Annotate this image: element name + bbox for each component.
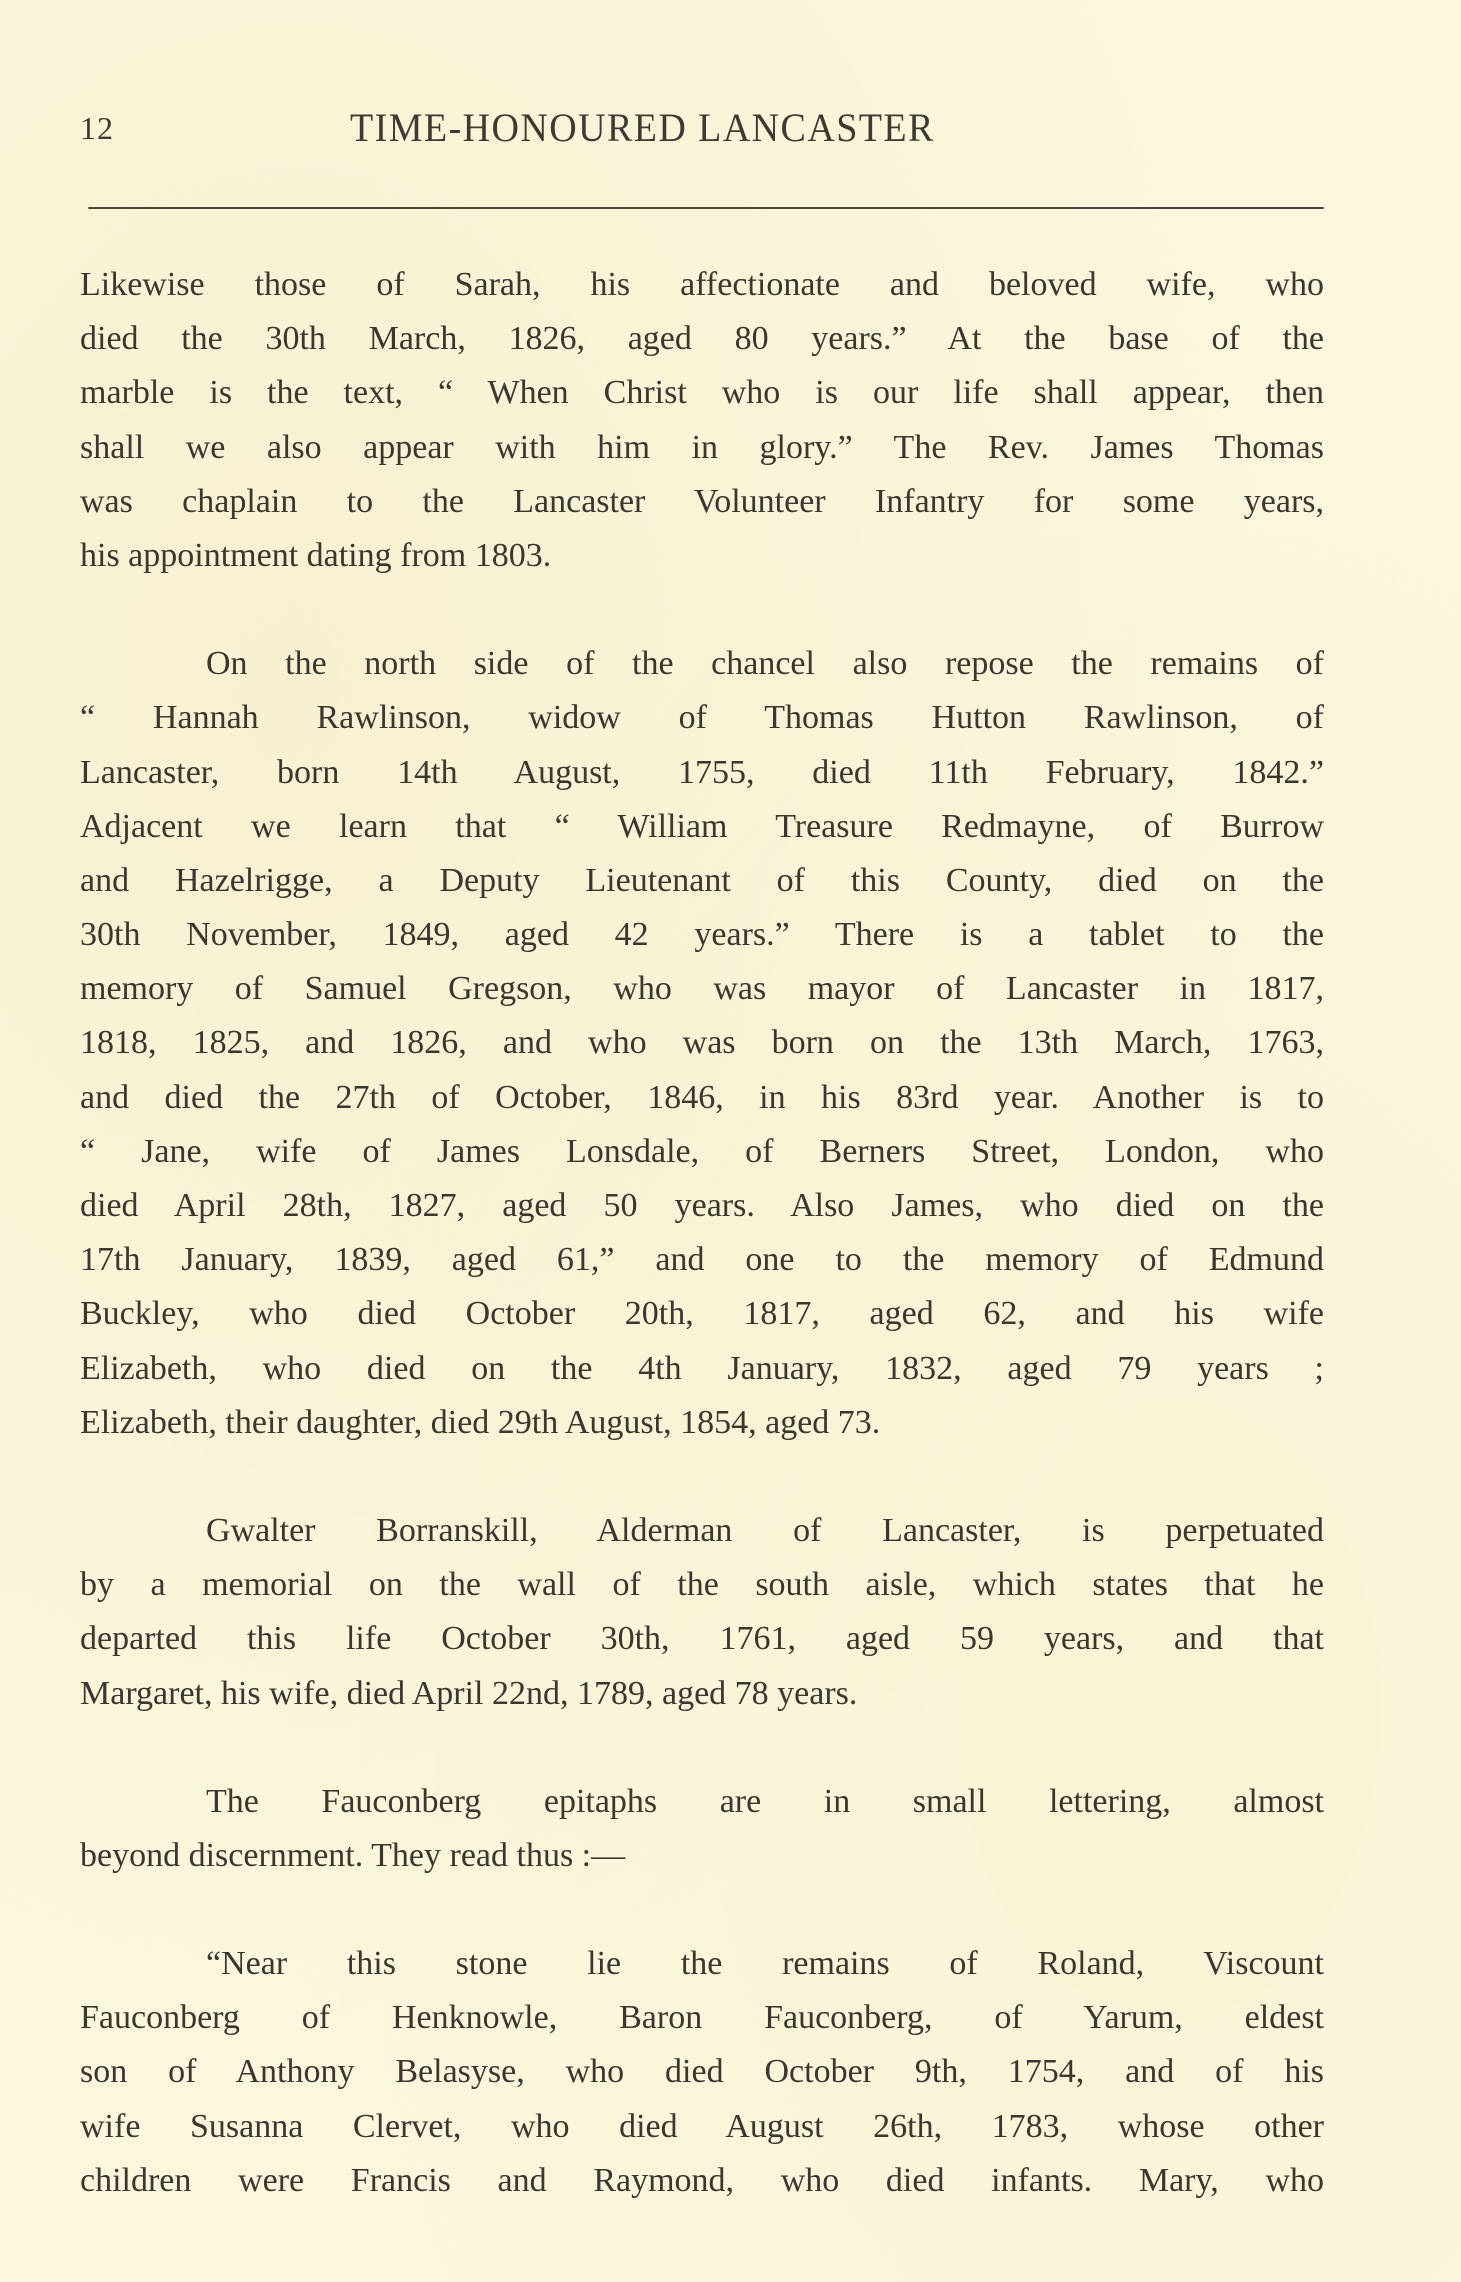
text-line: by a memorial on the wall of the south aisle, which states that he [80, 1566, 1324, 1604]
text-line: 30th November, 1849, aged 42 years.” There is a tablet to the [80, 916, 1324, 954]
text-line: his appointment dating from 1803. [80, 536, 552, 574]
text-line: Lancaster, born 14th August, 1755, died 11th February, 1842.” [80, 753, 1324, 791]
text-line: memory of Samuel Gregson, who was mayor of Lancaster in 1817, [80, 970, 1324, 1008]
text-line: died April 28th, 1827, aged 50 years. Also James, who died on the [80, 1187, 1324, 1224]
text-line: The Fauconberg epitaphs are in small lettering, almost [206, 1782, 1324, 1820]
header-rule [88, 207, 1324, 209]
text-line: wife Susanna Clervet, who died August 26th, 1783, whose other [80, 2107, 1324, 2145]
paragraph-gap [80, 1883, 1324, 1937]
paragraph [80, 258, 1324, 583]
paragraph [80, 1504, 1324, 1721]
text-line: Likewise those of Sarah, his affectionate and beloved wife, who [80, 266, 1324, 303]
text-line: “Near this stone lie the remains of Roland, Viscount [206, 1945, 1324, 1983]
text-line: Fauconberg of Henknowle, Baron Fauconberg, of Yarum, eldest [80, 1999, 1324, 2037]
text-line: Margaret, his wife, died April 22nd, 1789, aged 78 years. [80, 1674, 858, 1712]
body-text [80, 258, 1324, 2208]
text-line: On the north side of the chancel also repose the remains of [206, 645, 1324, 683]
paragraph [80, 637, 1324, 1450]
paragraph-gap [80, 583, 1324, 637]
page-number: 12 [80, 110, 114, 146]
text-line: “ Hannah Rawlinson, widow of Thomas Hutton Rawlinson, of [80, 699, 1324, 737]
running-head [80, 104, 1330, 160]
text-line: “ Jane, wife of James Lonsdale, of Berners Street, London, who [80, 1132, 1324, 1170]
running-title: TIME-HONOURED LANCASTER [350, 105, 935, 150]
paragraph [80, 1937, 1324, 2208]
text-line: shall we also appear with him in glory.” The Rev. James Thomas [80, 428, 1324, 466]
text-line: Gwalter Borranskill, Alderman of Lancaster, is perpetuated [206, 1511, 1324, 1549]
paragraph-gap [80, 1721, 1324, 1775]
text-line: was chaplain to the Lancaster Volunteer Infantry for some years, [80, 482, 1324, 520]
paragraph [80, 1775, 1324, 1883]
text-line: 17th January, 1839, aged 61,” and one to the memory of Edmund [80, 1241, 1324, 1279]
text-line: Elizabeth, who died on the 4th January, 1832, aged 79 years ; [80, 1349, 1324, 1387]
text-line: Elizabeth, their daughter, died 29th August, 1854, aged 73. [80, 1403, 881, 1441]
text-line: and died the 27th of October, 1846, in his 83rd year. Another is to [80, 1078, 1324, 1116]
paragraph-gap [80, 1450, 1324, 1504]
text-line: children were Francis and Raymond, who died infants. Mary, who [80, 2161, 1324, 2199]
text-line: and Hazelrigge, a Deputy Lieutenant of this County, died on the [80, 861, 1324, 899]
text-line: Adjacent we learn that “ William Treasure Redmayne, of Burrow [80, 807, 1324, 845]
text-line: beyond discernment. They read thus :— [80, 1836, 626, 1874]
text-line: marble is the text, “ When Christ who is our life shall appear, then [80, 374, 1324, 412]
text-line: 1818, 1825, and 1826, and who was born on the 13th March, 1763, [80, 1024, 1324, 1062]
text-line: son of Anthony Belasyse, who died October 9th, 1754, and of his [80, 2053, 1324, 2091]
text-line: departed this life October 30th, 1761, aged 59 years, and that [80, 1620, 1324, 1658]
text-line: Buckley, who died October 20th, 1817, aged 62, and his wife [80, 1295, 1324, 1333]
text-line: died the 30th March, 1826, aged 80 years.” At the base of the [80, 320, 1324, 358]
